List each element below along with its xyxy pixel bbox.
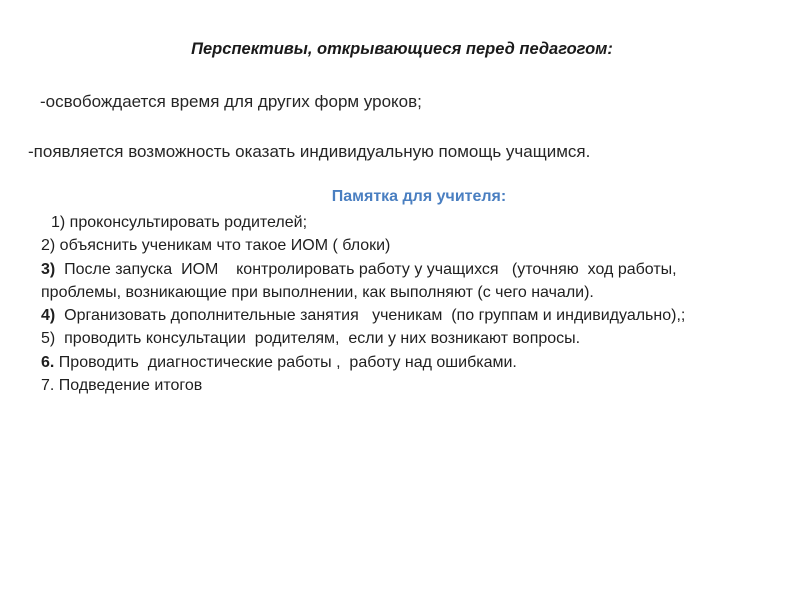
memo-item-number: 6. xyxy=(41,353,55,371)
memo-item-text: Организовать дополнительные занятия ученикам (по группам и индивидуально),; xyxy=(55,307,686,325)
memo-item-text: Подведение итогов xyxy=(54,377,203,395)
memo-item-text: проконсультировать родителей; xyxy=(65,214,308,231)
memo-heading xyxy=(0,188,800,206)
memo-item-text: объяснить ученикам что такое ИОМ ( блоки) xyxy=(55,237,391,255)
memo-item-number: 7. xyxy=(41,377,55,395)
memo-item-1 xyxy=(41,211,741,234)
memo-list xyxy=(41,211,741,397)
memo-item-number: 2) xyxy=(41,237,56,255)
bullet-individual-help: -появляется возможность оказать индивидуальную помощь учащимся. xyxy=(28,142,591,161)
memo-item-number: 4) xyxy=(41,307,56,325)
memo-item-2 xyxy=(41,234,741,257)
memo-item-3 xyxy=(41,258,741,305)
memo-item-number: 5) xyxy=(41,330,56,348)
memo-item-6 xyxy=(41,351,741,374)
memo-item-number: 3) xyxy=(41,260,56,278)
memo-item-text: После запуска ИОМ контролировать работу у учащихся (уточняю ход работы, проблемы, возникающие при выполнении, как выполняют (с чего начали). xyxy=(41,260,682,301)
memo-heading-text: Памятка для учителя: xyxy=(331,188,507,205)
bullet-free-time: -освобождается время для других форм уроков; xyxy=(40,92,422,111)
memo-item-text: проводить консультации родителям, если у них возникают вопросы. xyxy=(55,330,581,348)
memo-item-7 xyxy=(41,374,741,397)
memo-item-number: 1) xyxy=(51,214,66,231)
slide-title xyxy=(0,40,800,59)
slide-title-text: Перспективы, открывающиеся перед педагогом: xyxy=(191,40,613,58)
memo-item-text: Проводить диагностические работы , работу над ошибками. xyxy=(54,353,517,371)
memo-item-4 xyxy=(41,304,741,327)
memo-item-5 xyxy=(41,327,741,350)
